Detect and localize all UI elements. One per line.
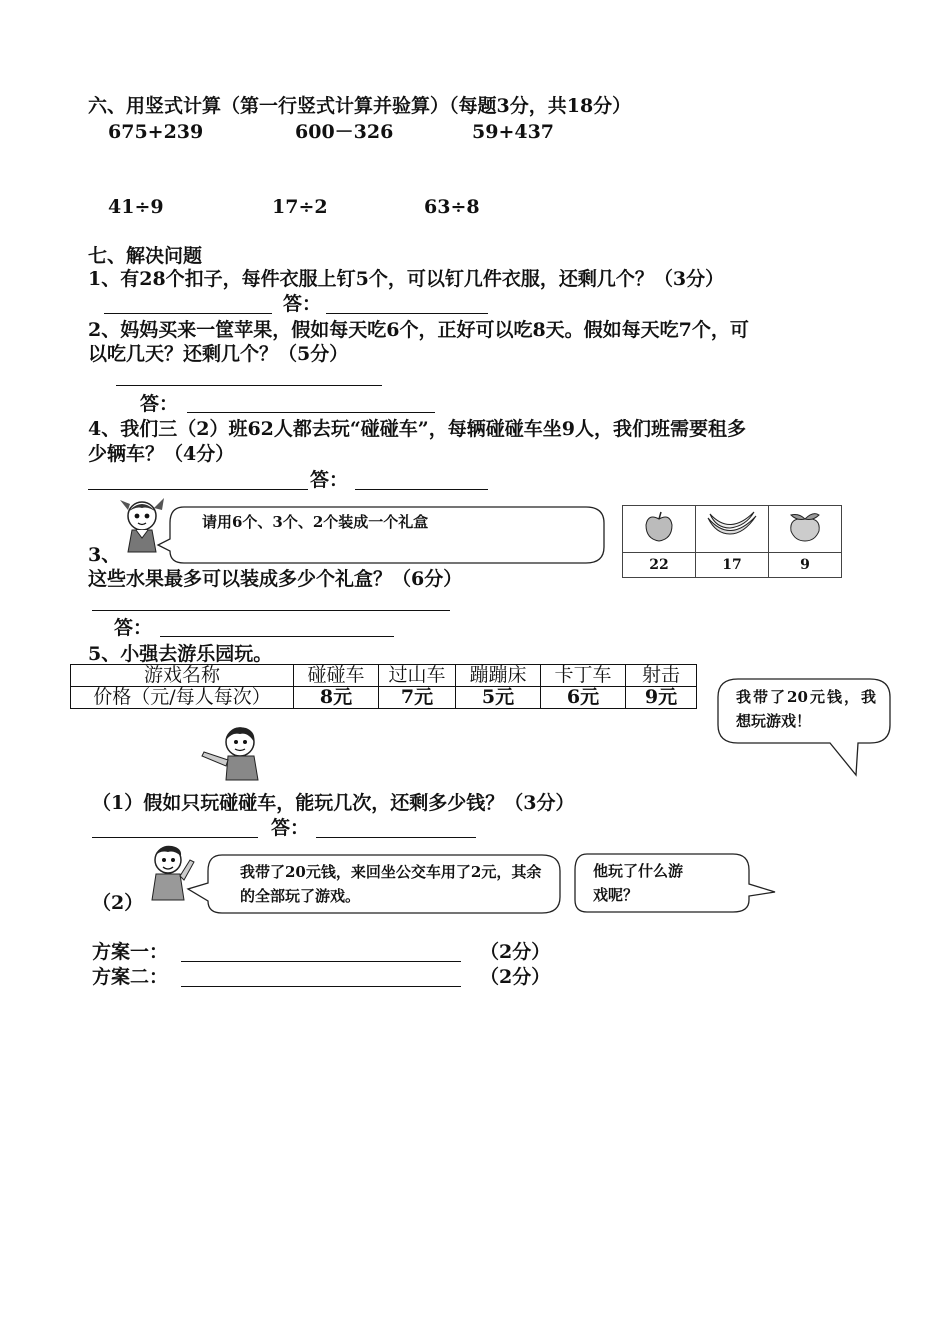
table-cell: 9元 <box>626 687 697 709</box>
q2-work-line[interactable] <box>116 385 382 386</box>
table-header: 过山车 <box>379 665 456 687</box>
plan1-answer-line[interactable] <box>181 961 461 962</box>
q4-line1: 4、我们三（2）班62人都去玩“碰碰车”，每辆碰碰车坐9人，我们班需要租多 <box>88 418 746 440</box>
q4-answer-label: 答： <box>310 469 349 491</box>
price-table <box>70 664 697 709</box>
calc-item: 41÷9 <box>108 196 164 218</box>
fruit-table <box>622 505 842 578</box>
plan2-label: 方案二： <box>92 966 169 988</box>
boy-icon <box>200 724 264 784</box>
q5-intro: 5、小强去游乐园玩。 <box>88 643 273 665</box>
sub2-bubble-text: 我带了20元钱，来回坐公交车用了2元，其余的全部玩了游戏。 <box>240 863 542 905</box>
q5-sub1-answer-line[interactable] <box>316 837 476 838</box>
table-header: 卡丁车 <box>541 665 626 687</box>
boy-bubble-text: 我带了20元钱，我想玩游戏！ <box>736 688 876 730</box>
q5-sub1-answer-label: 答： <box>271 817 310 839</box>
sub2-speech-bubble <box>188 853 562 915</box>
section7-title: 七、解决问题 <box>88 245 203 267</box>
table-header: 游戏名称 <box>71 665 294 687</box>
calc-item: 59+437 <box>472 121 555 143</box>
q5-sub2-label: （2） <box>92 892 144 914</box>
q3-bubble-text: 请用6个、3个、2个装成一个礼盒 <box>202 513 429 531</box>
q3-answer-line[interactable] <box>160 636 394 637</box>
table-header: 蹦蹦床 <box>456 665 541 687</box>
q3-number: 3、 <box>88 544 121 566</box>
table-cell: 6元 <box>541 687 626 709</box>
calc-item: 63÷8 <box>424 196 480 218</box>
q3-question: 这些水果最多可以装成多少个礼盒？（6分） <box>88 568 463 590</box>
question-speech-bubble <box>573 852 777 914</box>
banana-icon <box>704 510 760 544</box>
fruit-count: 17 <box>696 553 769 578</box>
table-cell: 5元 <box>456 687 541 709</box>
peach-icon <box>783 511 827 543</box>
q5-sub1-work-line[interactable] <box>92 837 258 838</box>
calc-item: 17÷2 <box>272 196 328 218</box>
fruit-count: 22 <box>623 553 696 578</box>
q2-line1: 2、妈妈买来一筐苹果，假如每天吃6个，正好可以吃8天。假如每天吃7个，可 <box>88 319 749 341</box>
q4-answer-line[interactable] <box>355 489 488 490</box>
q4-line2: 少辆车？（4分） <box>88 443 235 465</box>
plan2-answer-line[interactable] <box>181 986 461 987</box>
table-header: 射击 <box>626 665 697 687</box>
q3-work-line[interactable] <box>92 610 450 611</box>
apple-icon <box>642 511 676 543</box>
q5-sub1: （1）假如只玩碰碰车，能玩几次，还剩多少钱？（3分） <box>92 792 575 814</box>
q1-work-line[interactable] <box>104 313 272 314</box>
q1-answer-label: 答： <box>283 293 322 315</box>
q3-answer-label: 答： <box>114 617 153 639</box>
q3-speech-bubble <box>158 505 606 567</box>
q2-answer-label: 答： <box>140 393 179 415</box>
boy-speech-bubble <box>718 677 892 777</box>
q2-line2: 以吃几天？还剩几个？（5分） <box>88 343 349 365</box>
table-cell: 价格（元/每人每次） <box>71 687 294 709</box>
q4-work-line[interactable] <box>88 489 308 490</box>
question-bubble-text: 他玩了什么游戏呢？ <box>593 862 684 904</box>
q1-text: 1、有28个扣子，每件衣服上钉5个，可以钉几件衣服，还剩几个？（3分） <box>88 268 725 290</box>
calc-item: 675+239 <box>108 121 204 143</box>
calc-item: 600－326 <box>295 121 394 143</box>
table-cell: 8元 <box>294 687 379 709</box>
fruit-count: 9 <box>769 553 842 578</box>
plan1-score: （2分） <box>480 941 551 963</box>
section6-title: 六、用竖式计算（第一行竖式计算并验算）（每题3分，共18分） <box>88 95 632 117</box>
plan2-score: （2分） <box>480 966 551 988</box>
table-cell: 7元 <box>379 687 456 709</box>
plan1-label: 方案一： <box>92 941 169 963</box>
table-header: 碰碰车 <box>294 665 379 687</box>
q2-answer-line[interactable] <box>187 412 435 413</box>
q1-answer-line[interactable] <box>326 313 488 314</box>
